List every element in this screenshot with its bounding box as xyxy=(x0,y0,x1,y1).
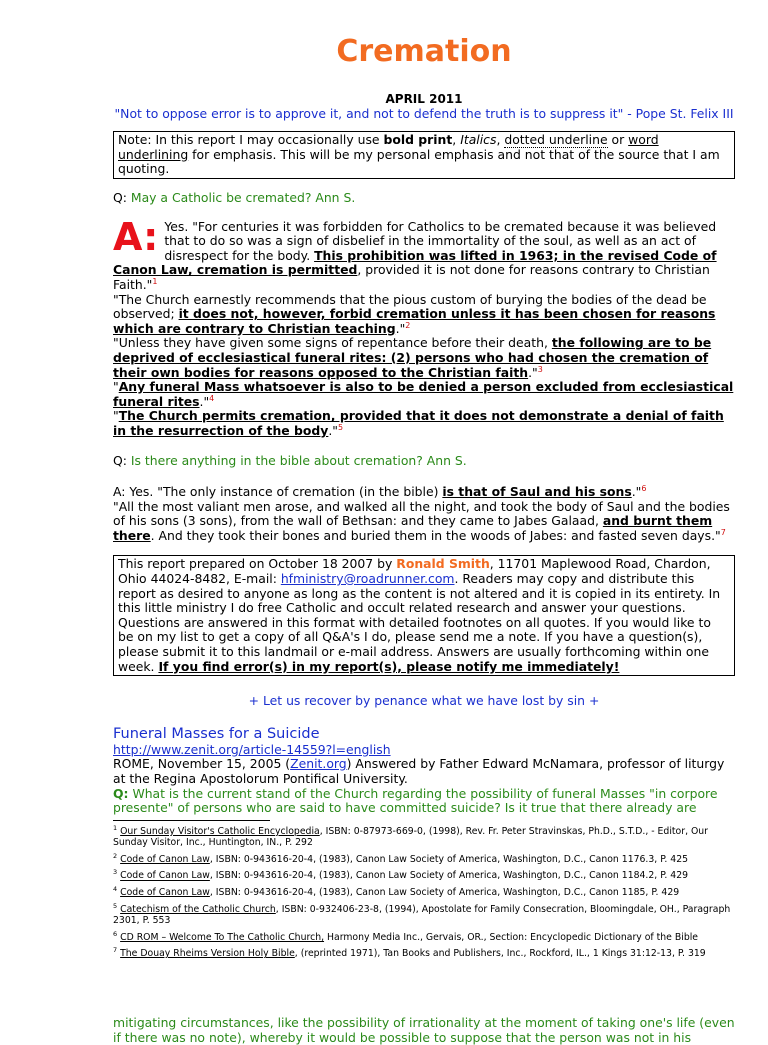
section-heading: Funeral Masses for a Suicide xyxy=(113,725,320,742)
answer-2-para-2: "All the most valiant men arose, and walked all the night, and took the body of Saul and the bodies of his sons (3 sons), from the wall of Bethsan: and they came to Jabes Galaad, and burnt them there. And they took their bones and buried them in the woods of Jabes: and fasted seven days."$^7$ xyxy=(113,498,730,543)
footnote-ref-7[interactable]: 7 xyxy=(720,527,726,537)
footnote-divider xyxy=(113,820,270,821)
penance-line: + Let us recover by penance what we have lost by sin + xyxy=(248,693,600,709)
footnote-5: $^5$ Catechism of the Catholic Church, ISBN: 0-932406-23-8, (1994), Apostolate for Family Consecration, Bloomingdale, OH., Paragraph 2301, P. 553 xyxy=(113,901,731,927)
footnote-4: $^4$ Code of Canon Law, ISBN: 0-943616-20-4, (1983), Canon Law Society of America, Washington, D.C., Canon 1185, P. 429 xyxy=(113,885,680,899)
author-name: Ronald Smith xyxy=(396,556,490,572)
question-2: Q: Is there anything in the bible about cremation? Ann S. xyxy=(113,453,467,469)
question-1: Q: May a Catholic be cremated? Ann S. xyxy=(113,189,356,205)
continuation-text: mitigating circumstances, like the possibility of irrationality at the moment of taking one's life (even if there was no note), whereby it would be possible to suppose that the person was not in his xyxy=(113,1014,735,1045)
report-date: APRIL 2011 xyxy=(385,92,463,106)
answer-1 xyxy=(113,214,735,439)
author-info-box: This report prepared on October 18 2007 by Ronald Smith, 11701 Maplewood Road, Chardon, Ohio 44024-8482, E-mail: hfministry@roadrunner.com. Readers may copy and distribute this report as desired to anyone as long as the content is not altered and it is copied in its entirety. In this little ministry I do free Catholic and occult related research and answer your questions. Questions are answered in this format with detailed footnotes on all quotes. If you would like to be on my list to get a copy of all Q&A's I do, please send me a note. If you have a question(s), please submit it to this landmail or e-mail address. Answers are usually forthcoming within one week. If you find error(s) in my report(s), please notify me immediately! xyxy=(113,555,735,676)
emphasis-note-box: Note: In this report I may occasionally use bold print, Italics, dotted underline or word underlining for emphasis. This will be my personal emphasis and not that of the source that I am quoting. xyxy=(113,131,735,179)
answer-2 xyxy=(113,485,735,543)
error-notice: If you find error(s) in my report(s), please notify me immediately! xyxy=(158,658,620,674)
answer-1-para-3: "Unless they have given some signs of repentance before their death, the following are to be deprived of ecclesiastical funeral rites: (2) persons who had chosen the cremation of their own bodies for reasons opposed to the Christian faith."$^3$ xyxy=(113,335,712,380)
answer-1-para-4: "Any funeral Mass whatsoever is also to be denied a person excluded from ecclesiastical funeral rites."$^4$ xyxy=(113,379,734,409)
zenit-article-link[interactable]: http://www.zenit.org/article-14559?l=english xyxy=(113,741,391,757)
answer-1-para-5: "The Church permits cremation, provided that it does not demonstrate a denial of faith in the resurrection of the body."$^5$ xyxy=(113,408,724,438)
footnote-ref-5[interactable]: 5 xyxy=(338,422,344,432)
footnote-ref-3[interactable]: 3 xyxy=(537,364,543,374)
zenit-link[interactable]: Zenit.org xyxy=(290,756,347,772)
footnote-ref-1[interactable]: 1 xyxy=(152,276,158,286)
dotted-underline-example: dotted underline xyxy=(504,132,608,148)
footnote-ref-2[interactable]: 2 xyxy=(405,320,411,330)
bold-example: bold print xyxy=(383,132,453,148)
italics-example: Italics xyxy=(460,132,497,148)
answer-1-para-2: "The Church earnestly recommends that the pious custom of burying the bodies of the dead be observed; it does not, however, forbid cremation unless it has been chosen for reasons which are contrary to Christian teaching."$^2$ xyxy=(113,291,716,336)
answer-1-para-1: Yes. "For centuries it was forbidden for Catholics to be cremated because it was believed that to do so was a sign of disbelief in the immortality of the soul, as well as an act of disrespect for the body. This prohibition was lifted in 1963; in the revised Code of Canon Law, cremation is permitted, provided it is not done for reasons contrary to Christian Faith."$^1$ xyxy=(113,218,717,292)
footnote-1: $^1$ Our Sunday Visitor's Catholic Encyclopedia, ISBN: 0-87973-669-0, (1998), Rev. Fr. Peter Stravinskas, Ph.D., S.T.D., - Editor, Our Sunday Visitor, Inc., Huntington, IN., P. 292 xyxy=(113,823,709,849)
answer-2-para-1: A: Yes. "The only instance of cremation (in the bible) is that of Saul and his sons."$^6$ xyxy=(113,483,647,500)
section-question: Q: What is the current stand of the Church regarding the possibility of funeral Masses "in corpore presente" of persons who are said to have committed suicide? Is it true that there already are xyxy=(113,785,718,816)
footnote-ref-4[interactable]: 4 xyxy=(209,393,215,403)
email-link[interactable]: hfministry@roadrunner.com xyxy=(280,571,455,587)
footnote-2: $^2$ Code of Canon Law, ISBN: 0-943616-20-4, (1983), Canon Law Society of America, Washington, D.C., Canon 1176.3, P. 425 xyxy=(113,851,689,865)
footnote-6: $^6$ CD ROM – Welcome To The Catholic Church, Harmony Media Inc., Gervais, OR., Section: Encyclopedic Dictionary of the Bible xyxy=(113,929,699,943)
word-underline-example: word underlining xyxy=(118,132,659,162)
epigraph-quote: "Not to oppose error is to approve it, and not to defend the truth is to suppress it" - Pope St. Felix III xyxy=(114,105,734,121)
footnote-3: $^3$ Code of Canon Law, ISBN: 0-943616-20-4, (1983), Canon Law Society of America, Washington, D.C., Canon 1184.2, P. 429 xyxy=(113,868,689,882)
document-title: Cremation xyxy=(336,34,512,69)
footnotes xyxy=(113,823,735,960)
footnote-7: $^7$ The Douay Rheims Version Holy Bible, (reprinted 1971), Tan Books and Publishers, Inc., Rockford, IL., 1 Kings 31:12-13, P. 319 xyxy=(113,946,706,960)
answer-letter: A: xyxy=(113,214,159,259)
document-page xyxy=(113,0,735,1045)
footnote-ref-6[interactable]: 6 xyxy=(641,483,647,493)
section-intro: ROME, November 15, 2005 (Zenit.org) Answered by Father Edward McNamara, professor of liturgy at the Regina Apostolorum Pontifical University. xyxy=(113,756,725,786)
